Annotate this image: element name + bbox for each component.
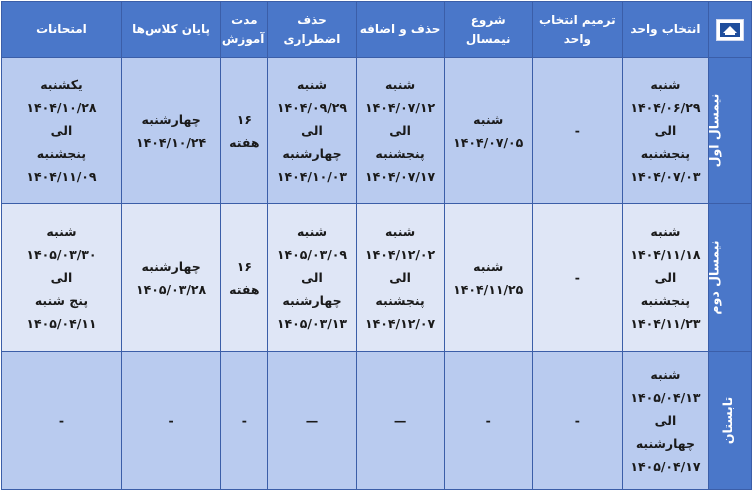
table-cell: - [532, 204, 622, 352]
table-cell: ۱۶ هفته [221, 58, 268, 204]
col-selection-amendment: ترمیم انتخاب واحد [532, 2, 622, 58]
table-row [2, 58, 752, 204]
table-cell: — [356, 352, 444, 490]
logo-cell [708, 2, 751, 58]
table-cell: شنبه ۱۴۰۵/۰۴/۱۳ الی چهارشنبه ۱۴۰۵/۰۴/۱۷ [622, 352, 708, 490]
col-add-drop: حذف و اضافه [356, 2, 444, 58]
col-emergency-drop: حذف اضطراری [268, 2, 356, 58]
table-cell: - [532, 352, 622, 490]
col-semester-start: شروع نیمسال [444, 2, 532, 58]
table-row [2, 352, 752, 490]
table-cell: شنبه ۱۴۰۴/۱۱/۱۸ الی پنجشنبه ۱۴۰۴/۱۱/۲۳ [622, 204, 708, 352]
col-classes-end: پایان کلاس‌ها [121, 2, 220, 58]
table-cell: یکشنبه ۱۴۰۴/۱۰/۲۸ الی پنجشنبه ۱۴۰۴/۱۱/۰۹ [2, 58, 122, 204]
table-cell: - [532, 58, 622, 204]
table-cell: - [444, 352, 532, 490]
table-cell: چهارشنبه ۱۴۰۴/۱۰/۲۴ [121, 58, 220, 204]
table-cell: شنبه ۱۴۰۴/۰۷/۱۲ الی پنجشنبه ۱۴۰۴/۰۷/۱۷ [356, 58, 444, 204]
header-row [2, 2, 752, 58]
table-cell: شنبه ۱۴۰۴/۱۱/۲۵ [444, 204, 532, 352]
table-cell: شنبه ۱۴۰۴/۰۷/۰۵ [444, 58, 532, 204]
table-cell: شنبه ۱۴۰۴/۱۲/۰۲ الی پنجشنبه ۱۴۰۴/۱۲/۰۷ [356, 204, 444, 352]
table-cell: شنبه ۱۴۰۴/۰۹/۲۹ الی چهارشنبه ۱۴۰۴/۱۰/۰۳ [268, 58, 356, 204]
calendar-table [1, 1, 752, 490]
table-cell: - [2, 352, 122, 490]
col-teaching-duration: مدت آموزش [221, 2, 268, 58]
row-label: نیمسال اول [708, 58, 751, 204]
table-cell: شنبه ۱۴۰۵/۰۳/۰۹ الی چهارشنبه ۱۴۰۵/۰۳/۱۳ [268, 204, 356, 352]
table-cell: - [221, 352, 268, 490]
university-logo-icon [716, 19, 744, 41]
table-cell: چهارشنبه ۱۴۰۵/۰۳/۲۸ [121, 204, 220, 352]
table-cell: — [268, 352, 356, 490]
table-cell: شنبه ۱۴۰۵/۰۳/۳۰ الی پنج شنبه ۱۴۰۵/۰۴/۱۱ [2, 204, 122, 352]
row-label: تابستان [708, 352, 751, 490]
row-label: نیمسال دوم [708, 204, 751, 352]
table-cell: شنبه ۱۴۰۴/۰۶/۲۹ الی پنجشنبه ۱۴۰۴/۰۷/۰۳ [622, 58, 708, 204]
table-cell: ۱۶ هفته [221, 204, 268, 352]
col-exams: امتحانات [2, 2, 122, 58]
table-row [2, 204, 752, 352]
col-course-selection: انتخاب واحد [622, 2, 708, 58]
table-cell: - [121, 352, 220, 490]
